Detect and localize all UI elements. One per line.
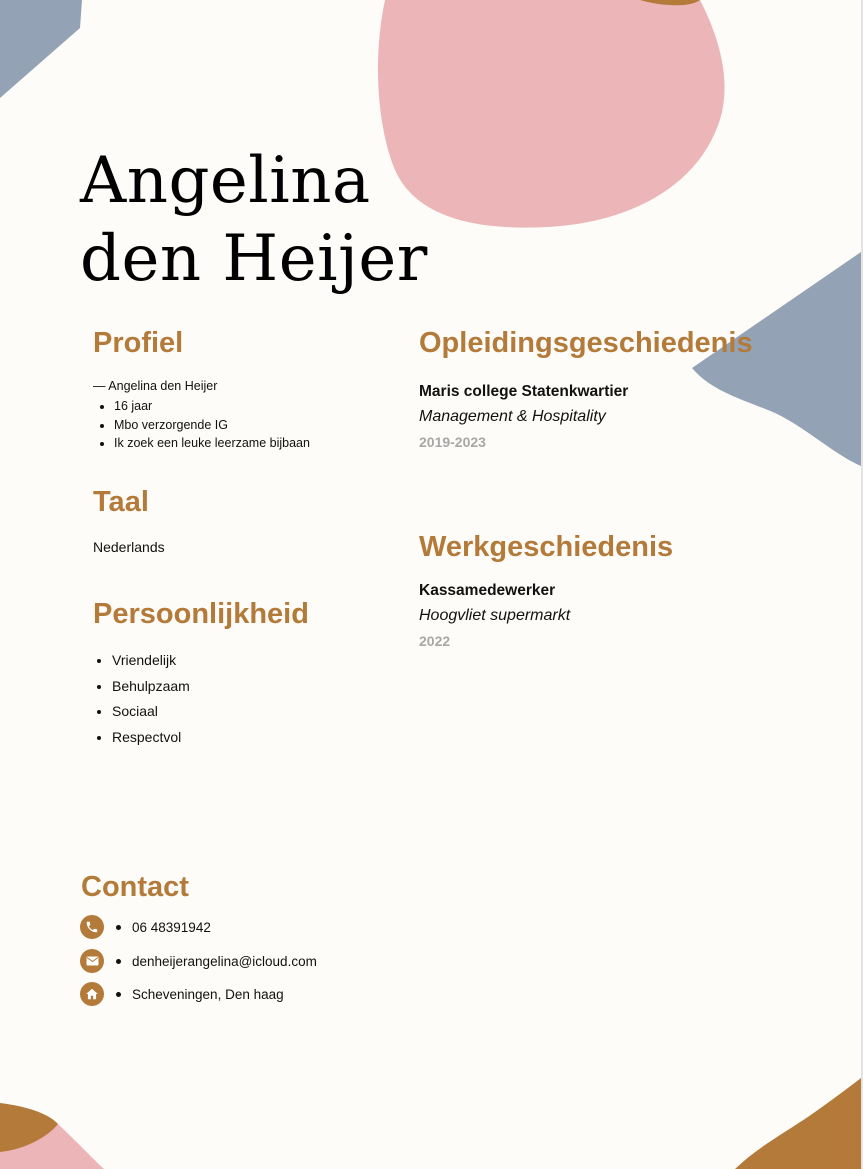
personality-heading: Persoonlijkheid — [93, 598, 309, 630]
bottom-right-accent — [735, 1078, 861, 1169]
bullet — [116, 992, 121, 997]
contact-email — [80, 948, 317, 974]
education-program: Management & Hospitality — [419, 408, 606, 425]
bullet — [116, 959, 121, 964]
profile-list — [94, 397, 310, 453]
first-name: Angelina — [80, 144, 371, 218]
work-heading: Werkgeschiedenis — [419, 531, 674, 563]
work-role: Kassamedewerker — [419, 582, 556, 599]
work-employer: Hoogvliet supermarkt — [419, 607, 571, 624]
full-name — [80, 142, 428, 298]
last-name: den Heijer — [80, 222, 428, 296]
top-left-shape — [0, 0, 82, 98]
contact-heading: Contact — [81, 871, 189, 903]
list-item: • 16 jaar — [114, 397, 310, 416]
address: Scheveningen, Den haag — [132, 986, 284, 1002]
home-icon — [80, 982, 104, 1006]
list-item: • Behulpzaam — [112, 674, 190, 700]
language-heading: Taal — [93, 486, 149, 518]
contact-address — [80, 981, 284, 1007]
phone-number: 06 48391942 — [132, 919, 211, 935]
list-item: • Respectvol — [112, 725, 190, 751]
education-period: 2019-2023 — [419, 434, 486, 450]
pink-blob — [378, 0, 725, 228]
work-year: 2022 — [419, 633, 451, 649]
bullet — [116, 925, 121, 930]
email-address: denheijerangelina@icloud.com — [132, 953, 317, 969]
list-item: • Sociaal — [112, 699, 190, 725]
education-heading: Opleidingsgeschiedenis — [419, 327, 753, 359]
personality-list — [92, 648, 190, 750]
list-item: • Vriendelijk — [112, 648, 190, 674]
profile-heading: Profiel — [93, 327, 184, 359]
phone-icon — [80, 915, 104, 939]
list-item: • Ik zoek een leuke leerzame bijbaan — [114, 434, 310, 453]
profile-intro: — Angelina den Heijer — [93, 379, 218, 393]
list-item: • Mbo verzorgende IG — [114, 416, 310, 435]
language-value: Nederlands — [93, 539, 165, 555]
contact-phone — [80, 914, 211, 940]
mail-icon — [80, 949, 104, 973]
education-school: Maris college Statenkwartier — [419, 383, 629, 400]
